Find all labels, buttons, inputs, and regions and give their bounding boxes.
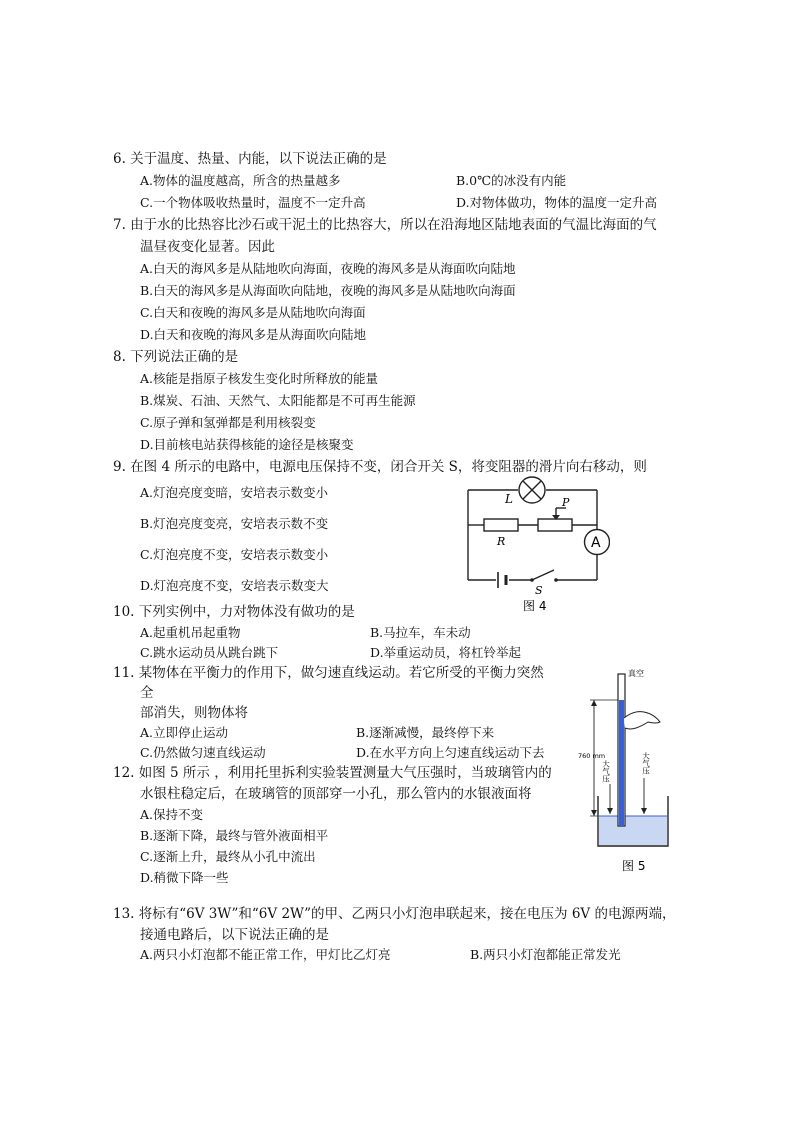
q7-option-a: A.白天的海风多是从陆地吹向海面，夜晚的海风多是从海面吹向陆地 (140, 261, 516, 276)
resistor-label: R (497, 535, 506, 548)
q8-stem: 8. 下列说法正确的是 (113, 349, 239, 365)
q12-option-c: C.逐渐上升，最终从小孔中流出 (140, 849, 316, 864)
q12-option-d: D.稍微下降一些 (140, 870, 229, 885)
lamp-label: L (505, 492, 513, 506)
mercury-column (619, 700, 624, 826)
ammeter-label: A (591, 535, 601, 551)
vacuum-label: 真空 (628, 669, 644, 678)
q9-option-b: B.灯泡亮度变亮，安培表示数不变 (140, 516, 329, 531)
q6-option-d: D.对物体做功，物体的温度一定升高 (456, 195, 658, 210)
q13-option-a: A.两只小灯泡都不能正常工作，甲灯比乙灯亮 (140, 947, 391, 962)
switch-label: S (535, 584, 543, 597)
q13-stem-line2: 接通电路后，以下说法正确的是 (140, 927, 329, 943)
atm-right-label: 大气压 (641, 752, 651, 775)
height-label: 760 mm (578, 752, 606, 760)
atm-left-label: 大气压 (601, 760, 611, 783)
q8-option-b: B.煤炭、石油、天然气、太阳能都是不可再生能源 (140, 393, 416, 408)
q9-option-c: C.灯泡亮度不变，安培表示数变小 (140, 547, 329, 562)
q13-option-b: B.两只小灯泡都能正常发光 (470, 947, 621, 962)
q11-stem-line1: 11. 某物体在平衡力的作用下，做匀速直线运动。若它所受的平衡力突然 (113, 665, 544, 681)
q11-option-b: B.逐渐减慢，最终停下来 (356, 725, 495, 740)
q7-option-c: C.白天和夜晚的海风多是从陆地吹向海面 (140, 305, 366, 320)
q6-option-a: A.物体的温度越高，所含的热量越多 (140, 173, 341, 188)
slider-label: P (562, 496, 570, 509)
q6-option-c: C.一个物体吸收热量时，温度不一定升高 (140, 195, 366, 210)
q7-stem-line1: 7. 由于水的比热容比沙石或干泥土的比热容大，所以在沿海地区陆地表面的气温比海面的气 (113, 217, 657, 233)
q12-option-b: B.逐渐下降，最终与管外液面相平 (140, 828, 329, 843)
q9-option-a: A.灯泡亮度变暗，安培表示数变小 (140, 485, 329, 500)
q7-option-d: D.白天和夜晚的海风多是从海面吹向陆地 (140, 327, 367, 342)
q8-option-a: A.核能是指原子核发生变化时所释放的能量 (140, 371, 379, 386)
figure-4-caption: 图 4 (523, 599, 547, 613)
q12-option-a: A.保持不变 (140, 807, 204, 822)
q9-stem: 9. 在图 4 所示的电路中，电源电压保持不变，闭合开关 S，将变阻器的滑片向右移动，则 (113, 459, 647, 475)
q12-stem-line1: 12. 如图 5 所示 ，利用托里拆利实验装置测量大气压强时，当玻璃管内的 (113, 765, 552, 781)
q6-option-b: B.0℃的冰没有内能 (456, 173, 567, 188)
q10-option-c: C.跳水运动员从跳台跳下 (140, 645, 279, 660)
q11-stem-line2: 全 (140, 685, 154, 701)
q9-option-d: D.灯泡亮度不变，安培表示数变大 (140, 578, 329, 593)
q6-stem: 6. 关于温度、热量、内能，以下说法正确的是 (113, 151, 387, 167)
q11-stem-line3: 部消失，则物体将 (140, 705, 248, 721)
q13-stem-line1: 13. 将标有“6V 3W”和“6V 2W”的甲、乙两只小灯泡串联起来，接在电压为 6V 的电源两端， (113, 906, 676, 922)
q11-option-d: D.在水平方向上匀速直线运动下去 (356, 745, 545, 760)
figure-5-torricelli (578, 666, 690, 880)
q10-stem: 10. 下列实例中，力对物体没有做功的是 (113, 604, 355, 620)
figure-5-caption: 图 5 (622, 859, 646, 873)
q7-option-b: B.白天的海风多是从海面吹向陆地，夜晚的海风多是从陆地吹向海面 (140, 283, 516, 298)
q8-option-d: D.目前核电站获得核能的途径是核聚变 (140, 437, 354, 452)
q11-option-a: A.立即停止运动 (140, 725, 229, 740)
figure-4-circuit (460, 475, 610, 615)
mercury-basin (599, 816, 667, 845)
q12-stem-line2: 水银柱稳定后，在玻璃管的顶部穿一小孔，那么管内的水银液面将 (140, 786, 532, 802)
q10-option-d: D.举重运动员，将杠铃举起 (370, 645, 522, 660)
q10-option-b: B.马拉车，车未动 (370, 625, 471, 640)
q10-option-a: A.起重机吊起重物 (140, 625, 241, 640)
q8-option-c: C.原子弹和氢弹都是利用核裂变 (140, 415, 316, 430)
q11-option-c: C.仍然做匀速直线运动 (140, 745, 266, 760)
q7-stem-line2: 温昼夜变化显著。因此 (140, 239, 275, 255)
